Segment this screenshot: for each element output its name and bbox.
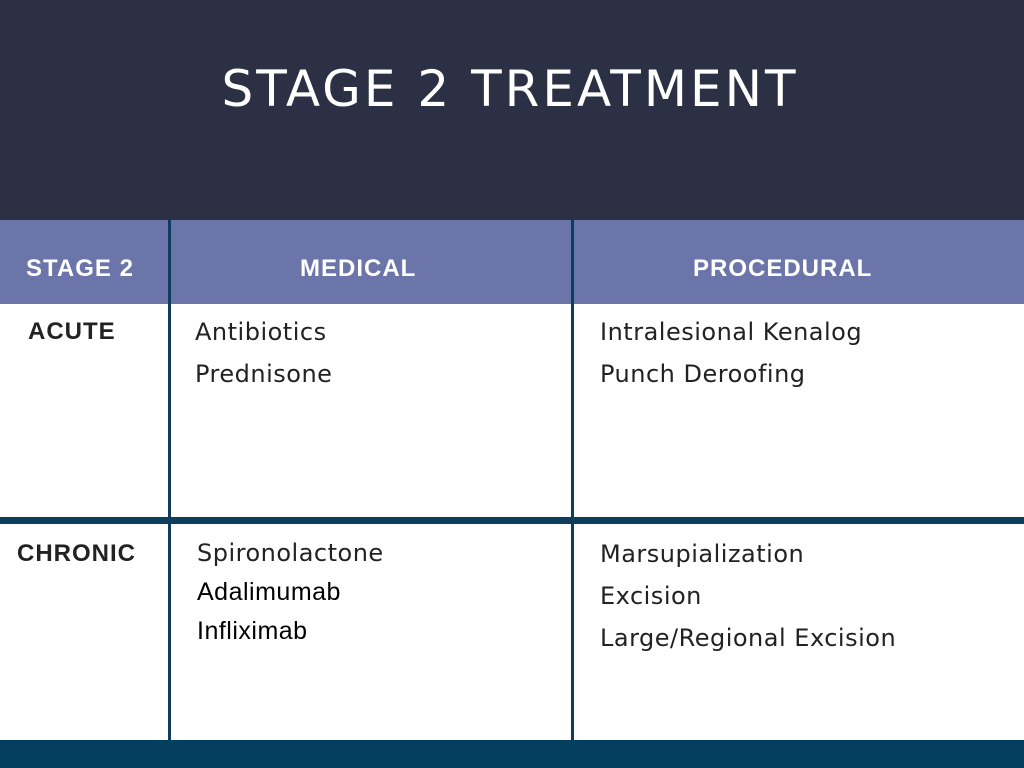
header-procedural: PROCEDURAL	[693, 255, 873, 282]
row-label-acute: ACUTE	[28, 318, 116, 345]
list-item: Adalimumab	[197, 578, 341, 606]
list-item: Marsupialization	[600, 540, 805, 568]
header-medical: MEDICAL	[300, 255, 417, 282]
list-item: Infliximab	[197, 617, 308, 645]
column-divider-2	[571, 220, 574, 740]
header-stage: STAGE 2	[26, 255, 134, 282]
list-item: Antibiotics	[195, 318, 327, 346]
list-item: Prednisone	[195, 360, 333, 388]
row-label-chronic: CHRONIC	[17, 540, 136, 567]
list-item: Punch Deroofing	[600, 360, 806, 388]
table-header-row	[0, 220, 1024, 304]
title-band	[0, 0, 1024, 220]
footer-band	[0, 740, 1024, 768]
page-title: STAGE 2 TREATMENT	[221, 60, 799, 118]
chronic-procedural-list	[600, 533, 896, 659]
chronic-medical-list	[197, 534, 384, 651]
acute-procedural-list	[600, 311, 862, 395]
list-item: Excision	[600, 582, 702, 610]
list-item: Intralesional Kenalog	[600, 318, 863, 346]
column-divider-1	[168, 220, 171, 740]
list-item: Large/Regional Excision	[600, 624, 897, 652]
list-item: Spironolactone	[197, 539, 384, 567]
acute-medical-list	[195, 311, 332, 395]
row-divider	[0, 517, 1024, 524]
